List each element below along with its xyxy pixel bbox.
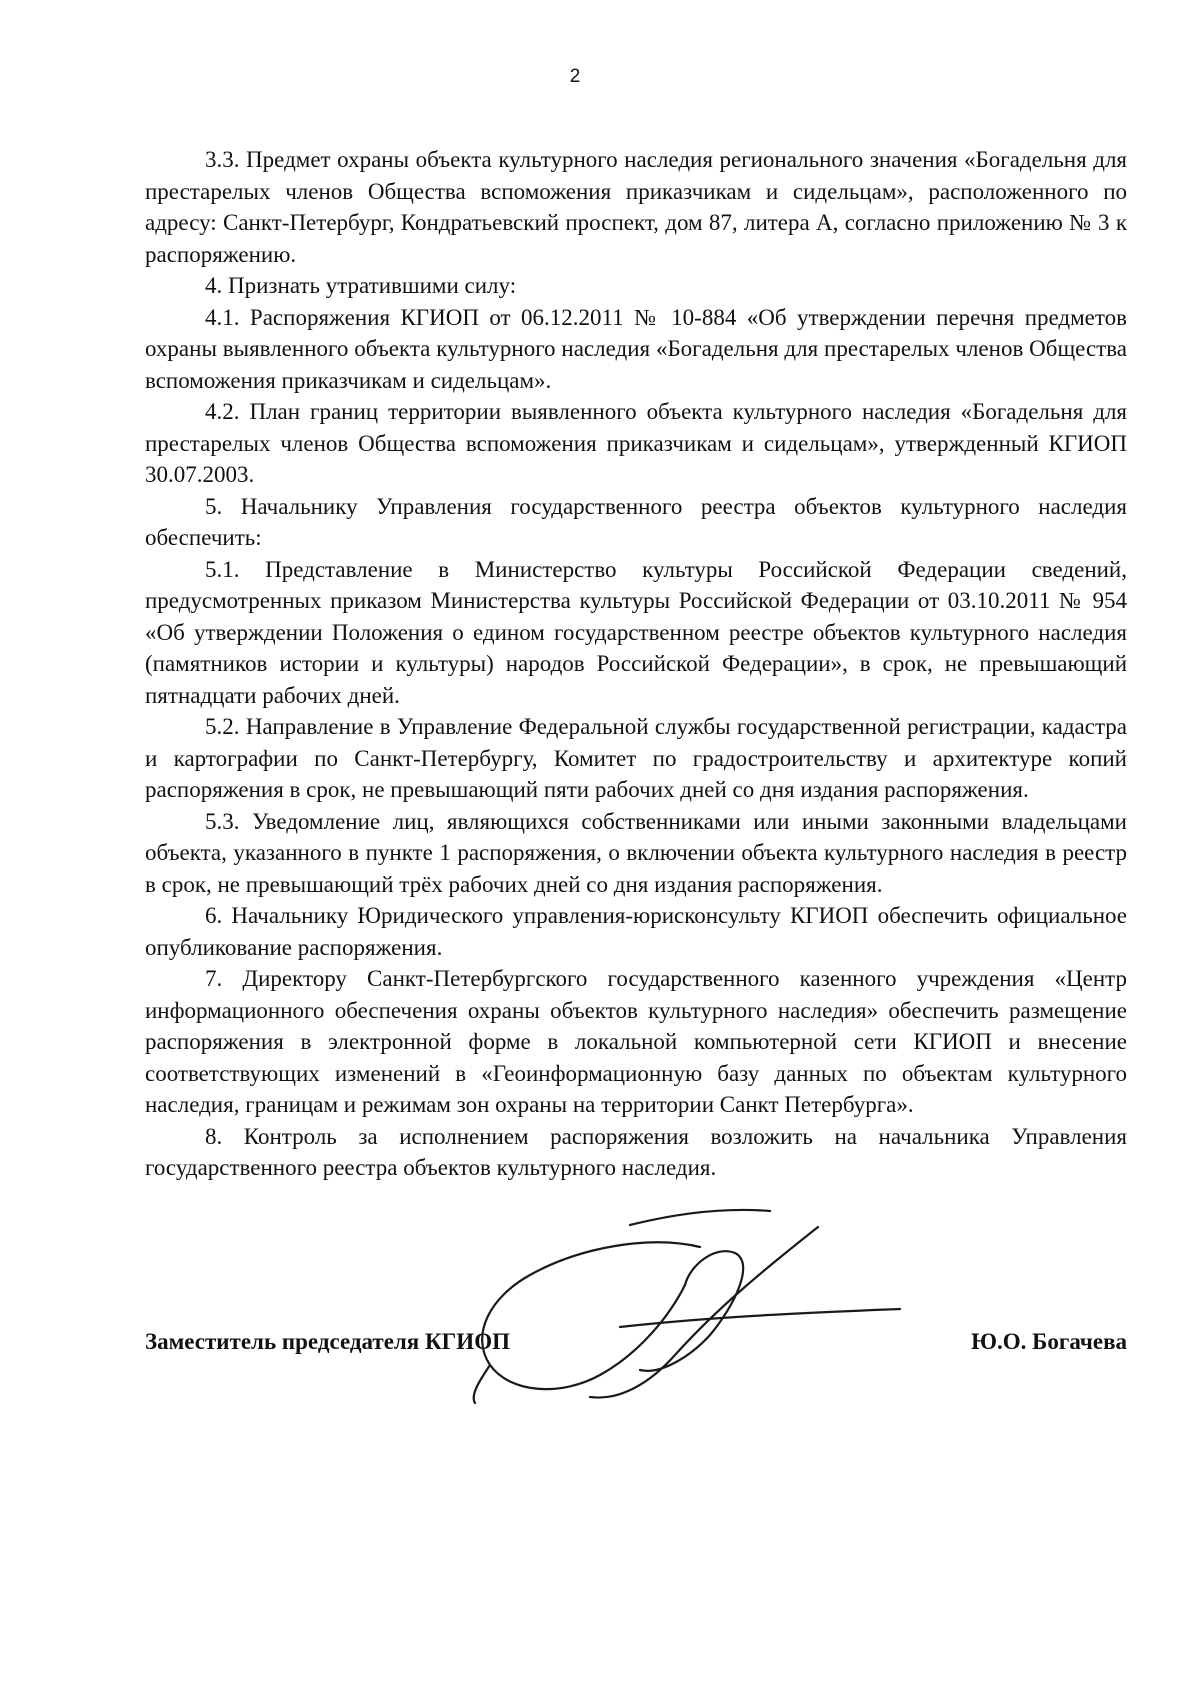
paragraph-4-2: 4.2. План границ территории выявленного объекта культурного наследия «Богадельня для престарелых членов Общества вспоможения приказчикам и сидельцам», утвержденный КГИОП 30.07.2003.: [145, 399, 1127, 487]
paragraph-4-1: 4.1. Распоряжения КГИОП от 06.12.2011 № 10-884 «Об утверждении перечня предметов охраны выявленного объекта культурного наследия «Богадельня для престарелых членов Общества вспоможения приказчикам и сидельцам».: [145, 304, 1127, 393]
page-number: 2: [569, 66, 581, 87]
signer-title: Заместитель председателя КГИОП: [145, 1329, 510, 1354]
signer-name: Ю.О. Богачева: [971, 1329, 1127, 1354]
handwritten-signature: [470, 1205, 990, 1405]
paragraph-5-3: 5.3. Уведомление лиц, являющихся собственниками или иными законными владельцами объекта, указанного в пункте 1 распоряжения, о включении объекта культурного наследия в реестр в срок, не превышающий трёх рабочих дней со дня издания распоряжения.: [145, 808, 1127, 897]
document-body: [145, 144, 1127, 1184]
paragraph-4: 4. Признать утратившими силу:: [205, 273, 517, 298]
paragraph-7: 7. Директору Санкт-Петербургского государственного казенного учреждения «Центр информационного обеспечения охраны объектов культурного наследия» обеспечить размещение распоряжения в электронной форме в локальной компьютерной сети КГИОП и внесение соответствующих изменений в «Геоинформационную базу данных по объектам культурного наследия, границам и режимам зон охраны на территории Санкт Петербурга».: [145, 966, 1127, 1117]
paragraph-5: 5. Начальнику Управления государственного реестра объектов культурного наследия обеспечить:: [145, 493, 1127, 550]
paragraph-8: 8. Контроль за исполнением распоряжения возложить на начальника Управления государственного реестра объектов культурного наследия.: [145, 1123, 1127, 1180]
paragraph-6: 6. Начальнику Юридического управления-юрисконсульту КГИОП обеспечить официальное опубликование распоряжения.: [145, 903, 1127, 960]
paragraph-5-2: 5.2. Направление в Управление Федеральной службы государственной регистрации, кадастра и картографии по Санкт-Петербургу, Комитет по градостроительству и архитектуре копий распоряжения в срок, не превышающий пяти рабочих дней со дня издания распоряжения.: [145, 714, 1127, 802]
paragraph-5-1: 5.1. Представление в Министерство культуры Российской Федерации сведений, предусмотренных приказом Министерства культуры Российской Федерации от 03.10.2011 № 954 «Об утверждении Положения о едином государственном реестре объектов культурного наследия (памятников истории и культуры) народов Российской Федерации», в срок, не превышающий пятнадцати рабочих дней.: [145, 556, 1127, 708]
paragraph-3-3: 3.3. Предмет охраны объекта культурного наследия регионального значения «Богадельня для престарелых членов Общества вспоможения приказчикам и сидельцам», расположенного по адресу: Санкт-Петербург, Кондратьевский проспект, дом 87, литера А, согласно приложению № 3 к распоряжению.: [145, 147, 1127, 267]
